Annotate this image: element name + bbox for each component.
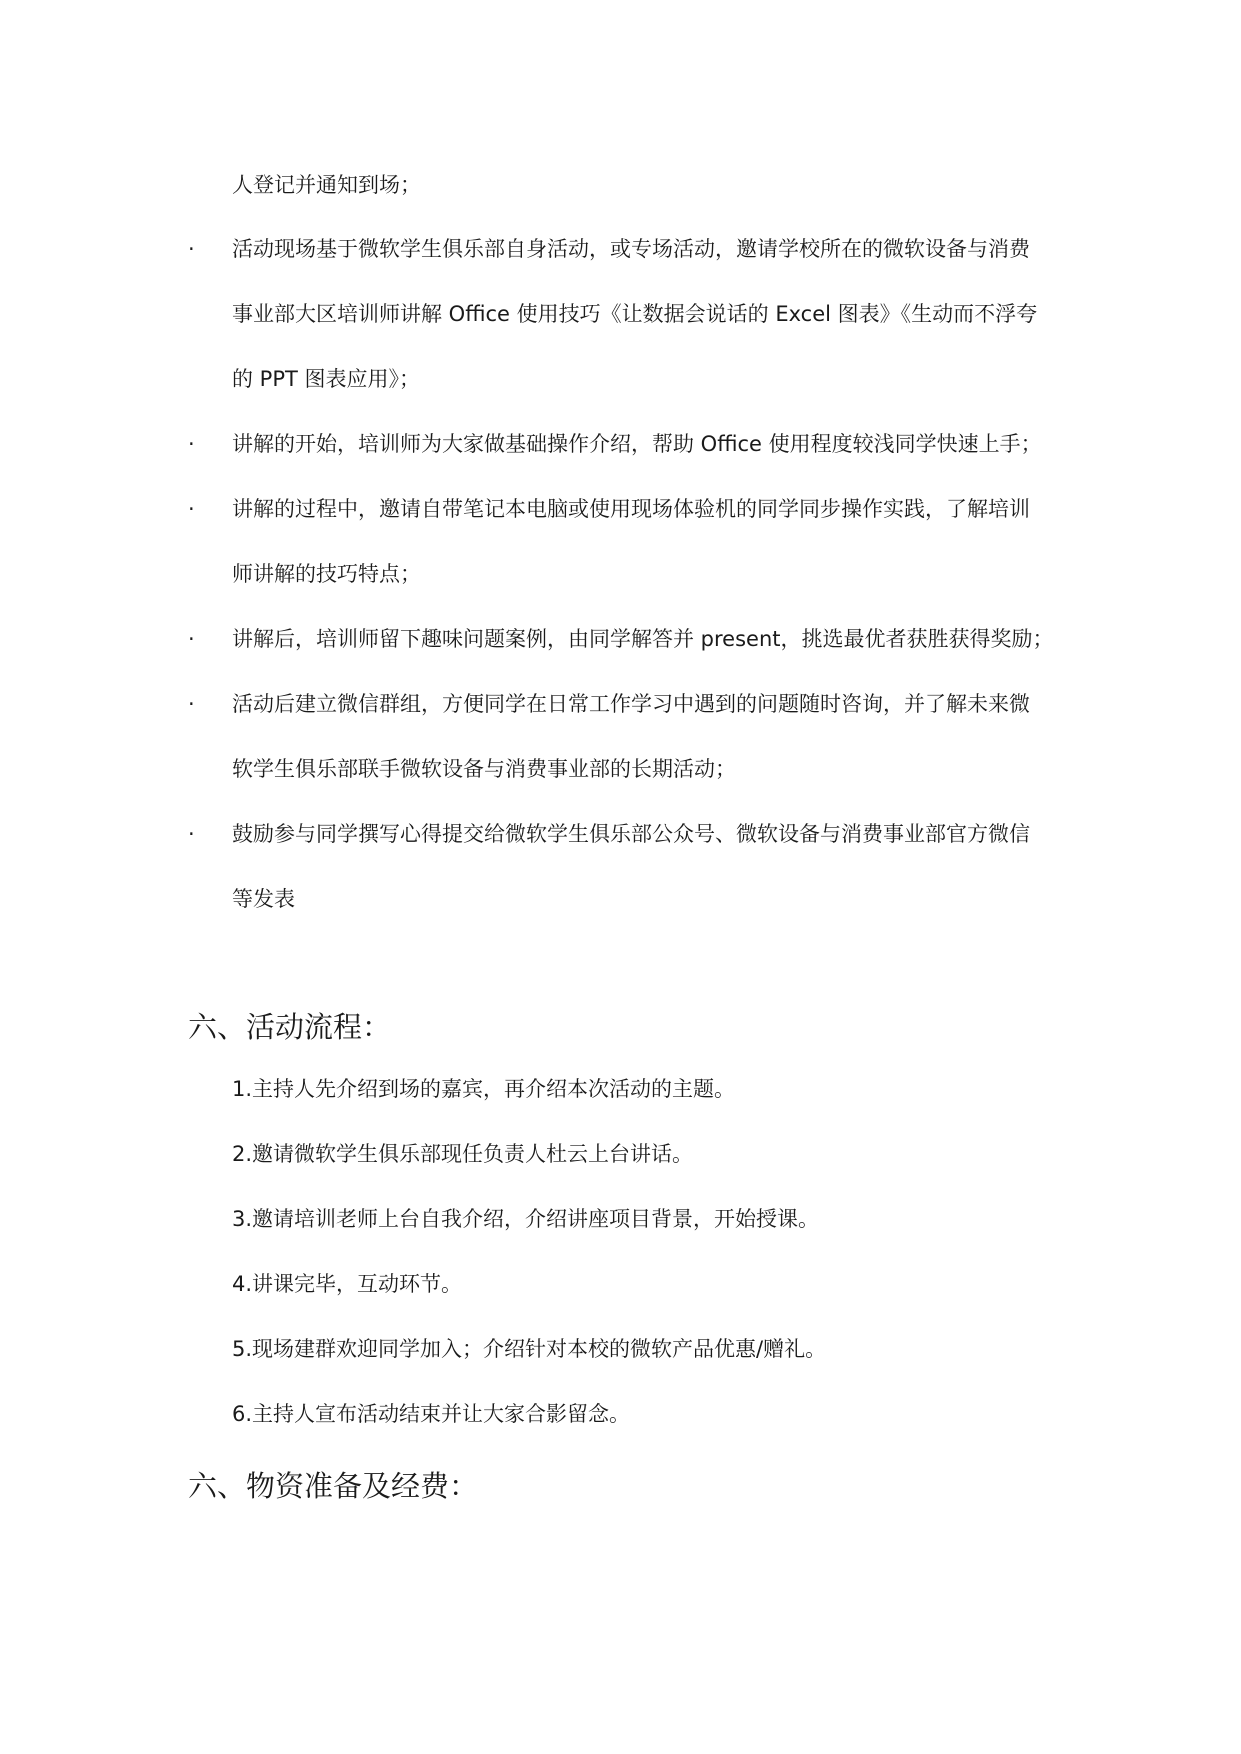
bullet-1-line-1: 事业部大区培训师讲解 Office 使用技巧《让数据会说话的 Excel 图表》《生动而不浮夸 — [232, 302, 1038, 326]
bullet-marker-5: · — [188, 692, 195, 716]
section-title-supplies: 六、物资准备及经费： — [188, 1469, 479, 1503]
flow-step-3: 3.邀请培训老师上台自我介绍，介绍讲座项目背景，开始授课。 — [232, 1207, 820, 1231]
bullet-5-line-0: 活动后建立微信群组，方便同学在日常工作学习中遇到的问题随时咨询，并了解未来微 — [232, 692, 1030, 716]
bullet-6-line-1: 等发表 — [232, 887, 295, 911]
bullet-1-line-0: 活动现场基于微软学生俱乐部自身活动，或专场活动，邀请学校所在的微软设备与消费 — [232, 237, 1030, 261]
bullet-5-line-1: 软学生俱乐部联手微软设备与消费事业部的长期活动； — [232, 757, 736, 781]
bullet-2-line-0: 讲解的开始，培训师为大家做基础操作介绍，帮助 Office 使用程度较浅同学快速上手； — [232, 432, 1042, 456]
flow-step-6: 6.主持人宣布活动结束并让大家合影留念。 — [232, 1402, 631, 1426]
bullet-0-line-0: 人登记并通知到场； — [232, 173, 421, 197]
bullet-marker-6: · — [188, 822, 195, 846]
bullet-6-line-0: 鼓励参与同学撰写心得提交给微软学生俱乐部公众号、微软设备与消费事业部官方微信 — [232, 822, 1030, 846]
section-title-flow: 六、活动流程： — [188, 1010, 392, 1044]
flow-step-5: 5.现场建群欢迎同学加入；介绍针对本校的微软产品优惠/赠礼。 — [232, 1337, 827, 1361]
bullet-1-line-2: 的 PPT 图表应用》； — [232, 367, 421, 391]
bullet-4-line-0: 讲解后，培训师留下趣味问题案例，由同学解答并 present，挑选最优者获胜获得奖励； — [232, 627, 1054, 651]
bullet-marker-4: · — [188, 627, 195, 651]
flow-step-1: 1.主持人先介绍到场的嘉宾，再介绍本次活动的主题。 — [232, 1077, 736, 1101]
flow-step-2: 2.邀请微软学生俱乐部现任负责人杜云上台讲话。 — [232, 1142, 694, 1166]
bullet-marker-2: · — [188, 432, 195, 456]
bullet-3-line-0: 讲解的过程中，邀请自带笔记本电脑或使用现场体验机的同学同步操作实践，了解培训 — [232, 497, 1030, 521]
flow-step-4: 4.讲课完毕，互动环节。 — [232, 1272, 463, 1296]
bullet-3-line-1: 师讲解的技巧特点； — [232, 562, 421, 586]
bullet-marker-1: · — [188, 237, 195, 261]
bullet-marker-3: · — [188, 497, 195, 521]
